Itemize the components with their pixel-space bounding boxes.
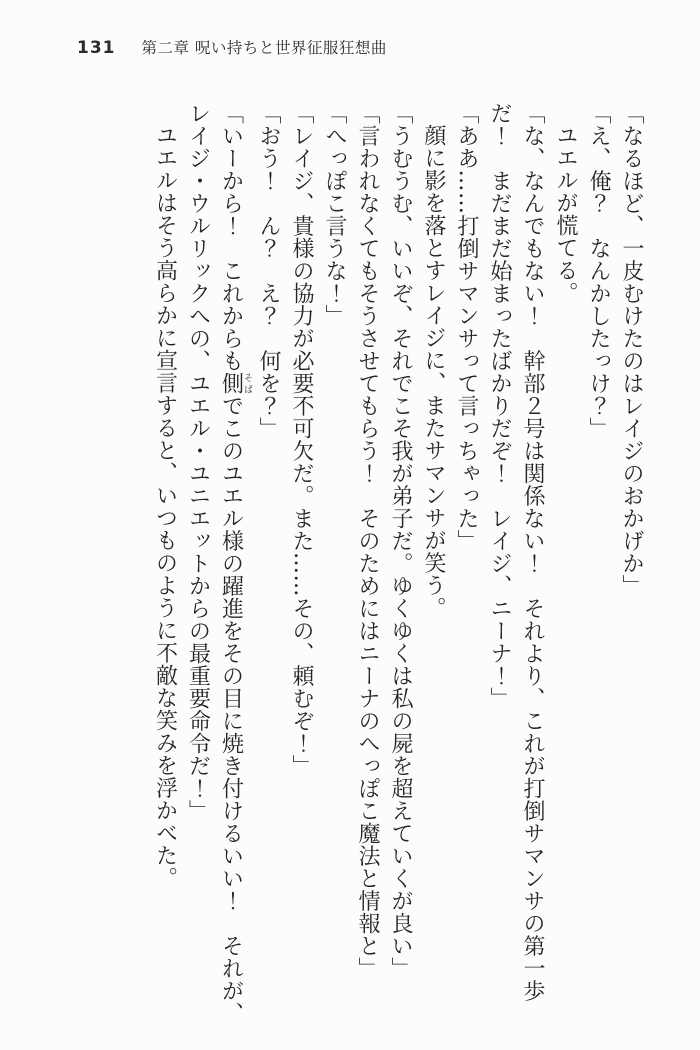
text-line: 「なるほど、一皮むけたのはレイジのおかげか」 [619, 102, 644, 597]
body-text [149, 102, 649, 1025]
text-line: 「うむうむ、いいぞ、それでこそ我が弟子だ。ゆくゆくは私の屍を超えていくが良い」 [388, 102, 413, 980]
text-line: 「な、なんでもない！ 幹部２号は関係ない！ それより、これが打倒サマンサの第一歩 [520, 102, 545, 1002]
text-line: 「いーから！ これからも側そばでこのユエル様の躍進をその目に焼き付けるいい！ それが、 [218, 102, 252, 1025]
text-line: だ！ まだまだ始まったばかりだぞ！ レイジ、ニーナ！」 [487, 102, 512, 710]
text-line: ユエルが慌てる。 [553, 124, 578, 304]
text-line: 「レイジ、貴様の協力が必要不可欠だ。また……その、頼むぞ！」 [289, 102, 314, 777]
text-line: 「ああ……打倒サマンサって言っちゃった」 [454, 102, 479, 552]
text-line: 顔に影を落とすレイジに、またサマンサが笑う。 [421, 124, 446, 619]
ruby-annotation: 側そば [218, 372, 252, 395]
text-line: 「おう！ ん？ え？ 何を？」 [256, 102, 281, 440]
text-line: 「言われなくてもそうさせてもらう！ そのためにはニーナのへっぽこ魔法と情報と」 [355, 102, 380, 980]
text-line: レイジ・ウルリックへの、ユエル・ユニエットからの最重要命令だ！」 [185, 102, 211, 822]
chapter-title: 第二章 呪い持ちと世界征服狂想曲 [141, 39, 387, 57]
text-line: 「へっぽこ言うな！」 [322, 102, 347, 327]
text-line: 「え、俺？ なんかしたっけ？」 [586, 102, 611, 440]
page-number: 131 [77, 38, 116, 58]
page-header [77, 36, 387, 58]
text-line: ユエルはそう高らかに宣言すると、いつものように不敵な笑みを浮かべた。 [152, 124, 178, 889]
